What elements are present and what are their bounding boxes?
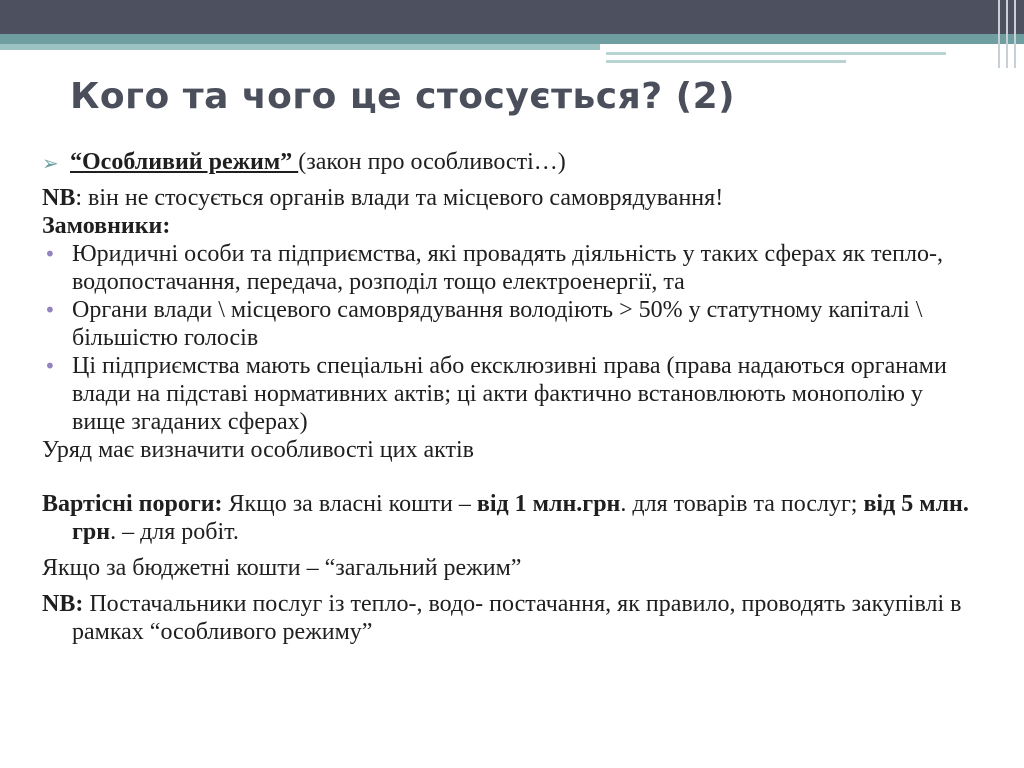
- list-item-text: Юридичні особи та підприємства, які провадять діяльність у таких сферах як тепло-, водопостачання, передача, розподіл тощо електроенергії, та: [72, 241, 943, 295]
- header-dark-bar: [0, 0, 1024, 34]
- thresholds-text-3: . – для робіт.: [110, 519, 239, 545]
- list-item-text: Органи влади \ місцевого самоврядування володіють > 50% у статутному капіталі \ більшістю голосів: [72, 297, 923, 351]
- regime-line: [42, 148, 982, 176]
- slide-content: [42, 148, 982, 646]
- bullet-dot-icon: •: [44, 242, 56, 266]
- thresholds-text-1: Якщо за власні кошти –: [222, 491, 477, 517]
- nb-text: : він не стосується органів влади та місцевого самоврядування!: [75, 185, 724, 211]
- slide-title: Кого та чого це стосується? (2): [70, 76, 736, 117]
- threshold-goods: від 1 млн.грн: [476, 491, 621, 517]
- nb-label: NB: [42, 185, 76, 211]
- nb2-text: Постачальники послуг із тепло-, водо- постачання, як правило, проводять закупівлі в рамках “особливого режиму”: [72, 591, 962, 645]
- threshold-works: від 5 млн. грн: [72, 491, 969, 545]
- bullet-dot-icon: •: [44, 354, 56, 378]
- arrow-bullet-icon: ➢: [42, 151, 59, 175]
- nb-suppliers-line: [42, 590, 982, 646]
- customers-label: Замовники:: [42, 213, 171, 239]
- nb-line: [42, 184, 982, 212]
- budget-note: Якщо за бюджетні кошти – “загальний режим”: [42, 555, 522, 581]
- customers-heading: [42, 212, 982, 240]
- header-stripe: [1006, 0, 1008, 68]
- special-regime-label: “Особливий режим”: [70, 149, 299, 175]
- header-teal-bar: [0, 34, 1024, 44]
- header-line: [606, 60, 846, 63]
- list-item-text: Ці підприємства мають спеціальні або ексклюзивні права (права надаються органами влади на підставі нормативних актів; ці акти фактично встановлюють монополію у вище згаданих сферах): [72, 353, 947, 435]
- header-stripe: [1014, 0, 1016, 68]
- government-note: Уряд має визначити особливості цих актів: [42, 437, 474, 463]
- header-line: [606, 52, 946, 55]
- list-item: [42, 240, 982, 296]
- list-item: [42, 296, 982, 352]
- thresholds-line: [42, 490, 982, 546]
- header-teal-accent: [0, 44, 600, 50]
- nb2-label: NB:: [42, 591, 84, 617]
- spacer: [42, 464, 982, 490]
- thresholds-text-2: . для товарів та послуг;: [620, 491, 864, 517]
- regime-note: (закон про особливості…): [298, 149, 566, 175]
- thresholds-label: Вартісні пороги:: [42, 491, 223, 517]
- header-stripe: [998, 0, 1000, 68]
- bullet-dot-icon: •: [44, 298, 56, 322]
- list-item: [42, 352, 982, 436]
